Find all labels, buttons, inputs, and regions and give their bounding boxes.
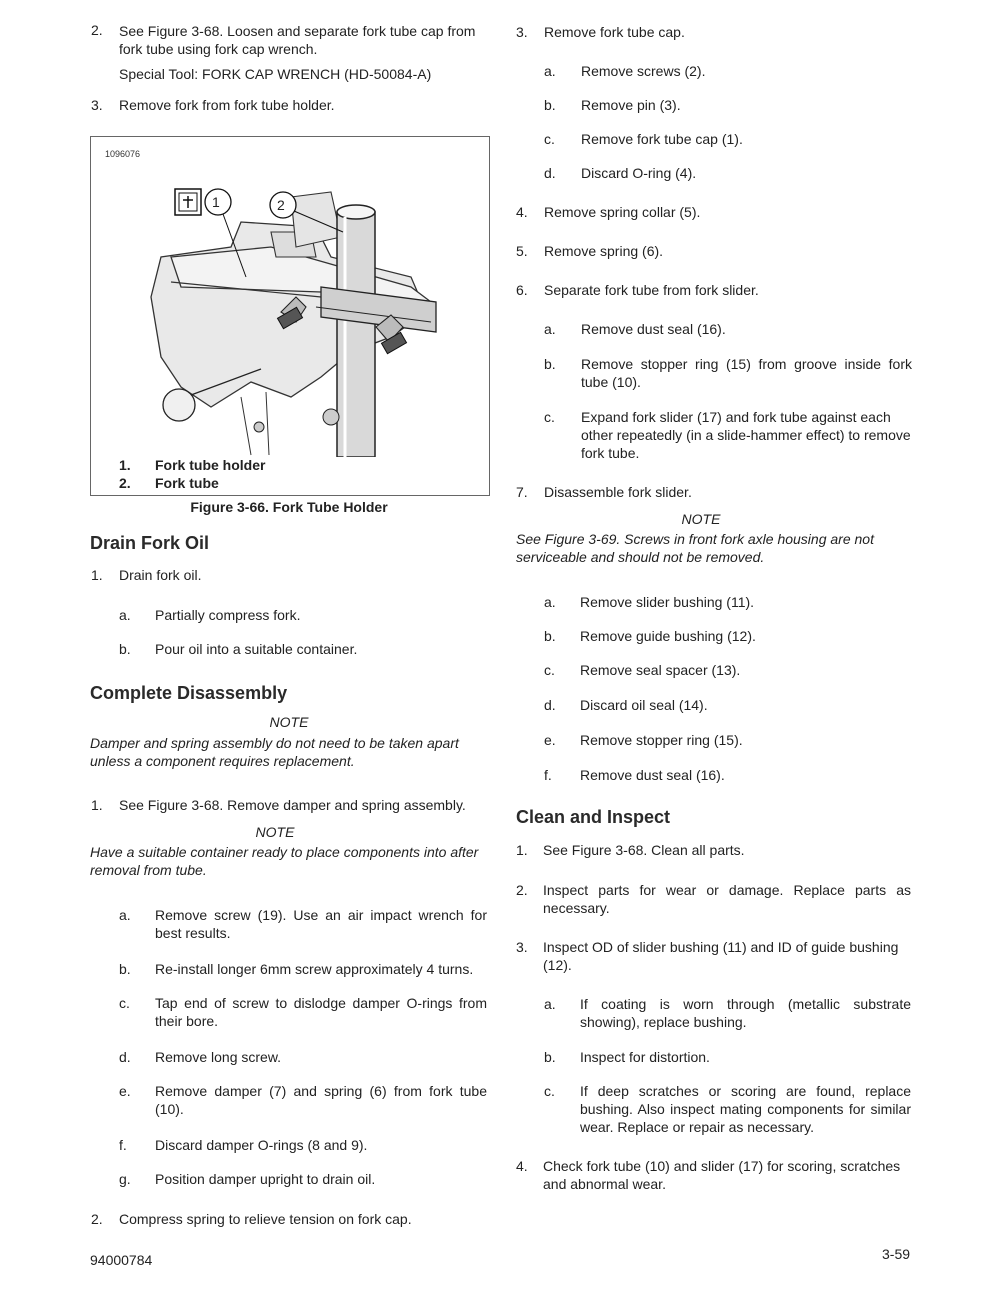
step-text: Check fork tube (10) and slider (17) for scoring, scratches and abnormal wear. (543, 1158, 901, 1192)
special-tool: Special Tool: FORK CAP WRENCH (HD-50084-A) (119, 66, 432, 82)
substep-letter: b. (544, 628, 556, 644)
note-title: NOTE (681, 511, 721, 527)
substep-text: Remove guide bushing (12). (580, 628, 756, 644)
substep-text: Remove stopper ring (15). (580, 732, 743, 748)
substep-text: Partially compress fork. (155, 607, 301, 623)
substep-letter: f. (544, 767, 552, 783)
substep-text: Tap end of screw to dislodge damper O-rings from their bore. (155, 995, 487, 1029)
step-text: Compress spring to relieve tension on fork cap. (119, 1211, 412, 1227)
substep-letter: a. (544, 996, 556, 1012)
substep-text: Expand fork slider (17) and fork tube against each other repeatedly (in a slide-hammer effect) to remove fork tube. (581, 409, 911, 461)
substep-letter: a. (119, 607, 131, 623)
substep-text: Discard O-ring (4). (581, 165, 697, 181)
figure-caption: Figure 3-66. Fork Tube Holder (190, 499, 388, 515)
figure-fork-tube-holder (90, 136, 490, 496)
substep-text: If coating is worn through (metallic substrate showing), replace bushing. (580, 996, 911, 1030)
step-text: Separate fork tube from fork slider. (544, 282, 759, 298)
step-number: 2. (91, 22, 103, 38)
step-number: 2. (516, 882, 528, 898)
substep-letter: c. (544, 662, 555, 678)
step-text: Remove fork from fork tube holder. (119, 97, 335, 113)
step-text: Disassemble fork slider. (544, 484, 692, 500)
step-text: Remove fork tube cap. (544, 24, 685, 40)
fork-tube-holder-illustration (91, 137, 489, 457)
substep-text: Inspect for distortion. (580, 1049, 710, 1065)
substep-text: Remove pin (3). (581, 97, 681, 113)
callout-1-label: 1 (212, 194, 220, 210)
substep-text: Remove screws (2). (581, 63, 706, 79)
note-title: NOTE (255, 824, 295, 840)
step-text: See Figure 3-68. Loosen and separate fork tube cap from fork tube using fork cap wrench. (119, 23, 476, 57)
step-text: Remove spring (6). (544, 243, 664, 259)
step-text: See Figure 3-68. Clean all parts. (543, 842, 745, 858)
step-text: See Figure 3-68. Remove damper and spring assembly. (119, 797, 466, 813)
step-number: 7. (516, 484, 528, 500)
substep-letter: b. (544, 97, 556, 113)
step-number: 1. (91, 567, 103, 583)
legend-number: 1. (119, 457, 131, 473)
step-number: 4. (516, 1158, 528, 1174)
step-number: 6. (516, 282, 528, 298)
substep-text: Remove screw (19). Use an air impact wrench for best results. (155, 907, 487, 941)
callout-2-label: 2 (277, 197, 285, 213)
step-number: 3. (516, 24, 528, 40)
substep-letter: g. (119, 1171, 131, 1187)
document-number: 94000784 (90, 1252, 153, 1268)
substep-text: Remove damper (7) and spring (6) from fork tube (10). (155, 1083, 487, 1117)
figure-id: 1096076 (105, 149, 141, 159)
substep-text: Pour oil into a suitable container. (155, 641, 358, 657)
substep-letter: b. (119, 961, 131, 977)
legend-number: 2. (119, 475, 131, 491)
step-number: 2. (91, 1211, 103, 1227)
substep-letter: b. (544, 1049, 556, 1065)
substep-letter: c. (544, 131, 555, 147)
legend-label: Fork tube holder (155, 457, 266, 473)
note-text: Damper and spring assembly do not need to be taken apart unless a component requires replacement. (90, 735, 459, 769)
substep-letter: f. (119, 1137, 127, 1153)
substep-letter: c. (119, 995, 130, 1011)
substep-text: Remove seal spacer (13). (580, 662, 741, 678)
section-heading: Drain Fork Oil (90, 533, 210, 553)
substep-letter: a. (544, 321, 556, 337)
page-number: 3-59 (882, 1246, 911, 1262)
step-text: Inspect OD of slider bushing (11) and ID of guide bushing (12). (543, 939, 899, 973)
step-text: Drain fork oil. (119, 567, 202, 583)
step-text: Inspect parts for wear or damage. Replace parts as necessary. (543, 882, 911, 916)
step-number: 3. (516, 939, 528, 955)
substep-text: Remove dust seal (16). (581, 321, 726, 337)
substep-letter: e. (119, 1083, 131, 1099)
substep-letter: d. (544, 697, 556, 713)
substep-text: If deep scratches or scoring are found, replace bushing. Also inspect mating components for similar wear. Replace or repair as necessary. (580, 1083, 911, 1135)
substep-text: Discard damper O-rings (8 and 9). (155, 1137, 368, 1153)
substep-letter: c. (544, 409, 555, 425)
step-number: 4. (516, 204, 528, 220)
substep-text: Remove dust seal (16). (580, 767, 725, 783)
substep-letter: b. (544, 356, 556, 372)
step-number: 1. (91, 797, 103, 813)
step-number: 1. (516, 842, 528, 858)
substep-letter: c. (544, 1083, 555, 1099)
substep-letter: d. (119, 1049, 131, 1065)
step-text: Remove spring collar (5). (544, 204, 701, 220)
substep-text: Position damper upright to drain oil. (155, 1171, 376, 1187)
substep-letter: a. (544, 63, 556, 79)
step-number: 5. (516, 243, 528, 259)
substep-letter: a. (544, 594, 556, 610)
substep-text: Discard oil seal (14). (580, 697, 708, 713)
substep-text: Remove stopper ring (15) from groove inside fork tube (10). (581, 356, 912, 390)
substep-text: Remove slider bushing (11). (580, 594, 755, 610)
note-text: Have a suitable container ready to place components into after removal from tube. (90, 844, 479, 878)
substep-letter: a. (119, 907, 131, 923)
note-title: NOTE (269, 714, 309, 730)
substep-text: Remove fork tube cap (1). (581, 131, 743, 147)
section-heading: Complete Disassembly (90, 683, 288, 703)
note-text: See Figure 3-69. Screws in front fork axle housing are not serviceable and should not be removed. (516, 531, 874, 565)
substep-letter: d. (544, 165, 556, 181)
substep-letter: e. (544, 732, 556, 748)
substep-text: Remove long screw. (155, 1049, 282, 1065)
section-heading: Clean and Inspect (516, 807, 671, 827)
substep-text: Re-install longer 6mm screw approximately 4 turns. (155, 961, 474, 977)
step-number: 3. (91, 97, 103, 113)
legend-label: Fork tube (155, 475, 219, 491)
substep-letter: b. (119, 641, 131, 657)
